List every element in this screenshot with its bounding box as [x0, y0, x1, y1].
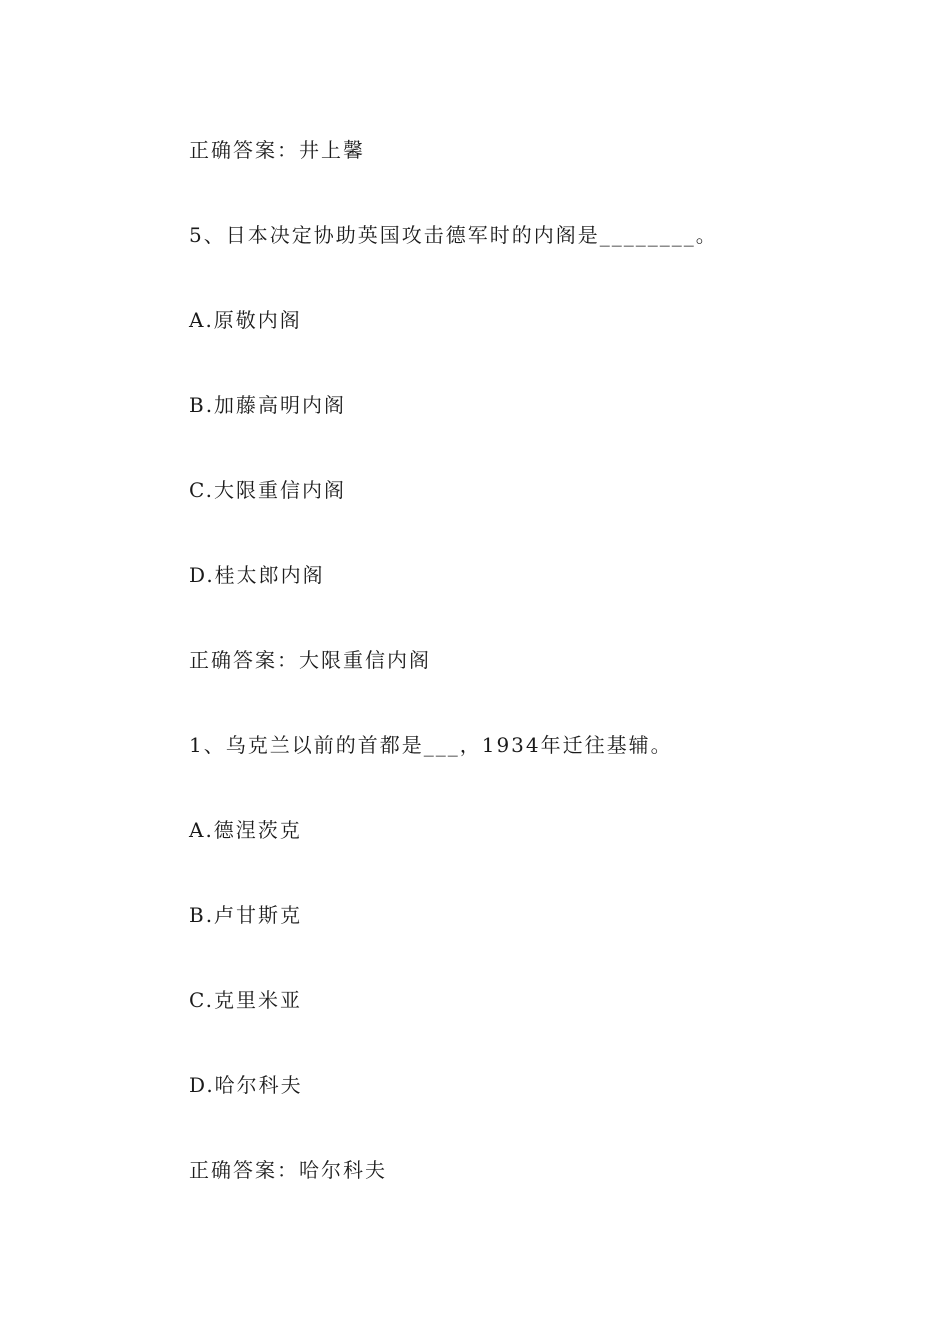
- option-d-q1: D.哈尔科夫: [189, 1073, 303, 1097]
- option-c-q1: C.克里米亚: [189, 988, 302, 1012]
- option-b-q1: B.卢甘斯克: [189, 903, 303, 927]
- option-b-q5: B.加藤高明内阁: [189, 393, 347, 417]
- option-c-q5: C.大限重信内阁: [189, 478, 346, 502]
- question-5: 5、日本决定协助英国攻击德军时的内阁是________。: [189, 223, 718, 247]
- answer-line-q1: 正确答案：哈尔科夫: [189, 1158, 387, 1182]
- answer-line-q5: 正确答案：大限重信内阁: [189, 648, 431, 672]
- option-d-q5: D.桂太郎内阁: [189, 563, 325, 587]
- option-a-q5: A.原敬内阁: [189, 308, 302, 332]
- answer-line-q4: 正确答案：井上馨: [189, 138, 365, 162]
- option-a-q1: A.德涅茨克: [189, 818, 302, 842]
- question-1: 1、乌克兰以前的首都是___，1934年迁往基辅。: [189, 733, 673, 757]
